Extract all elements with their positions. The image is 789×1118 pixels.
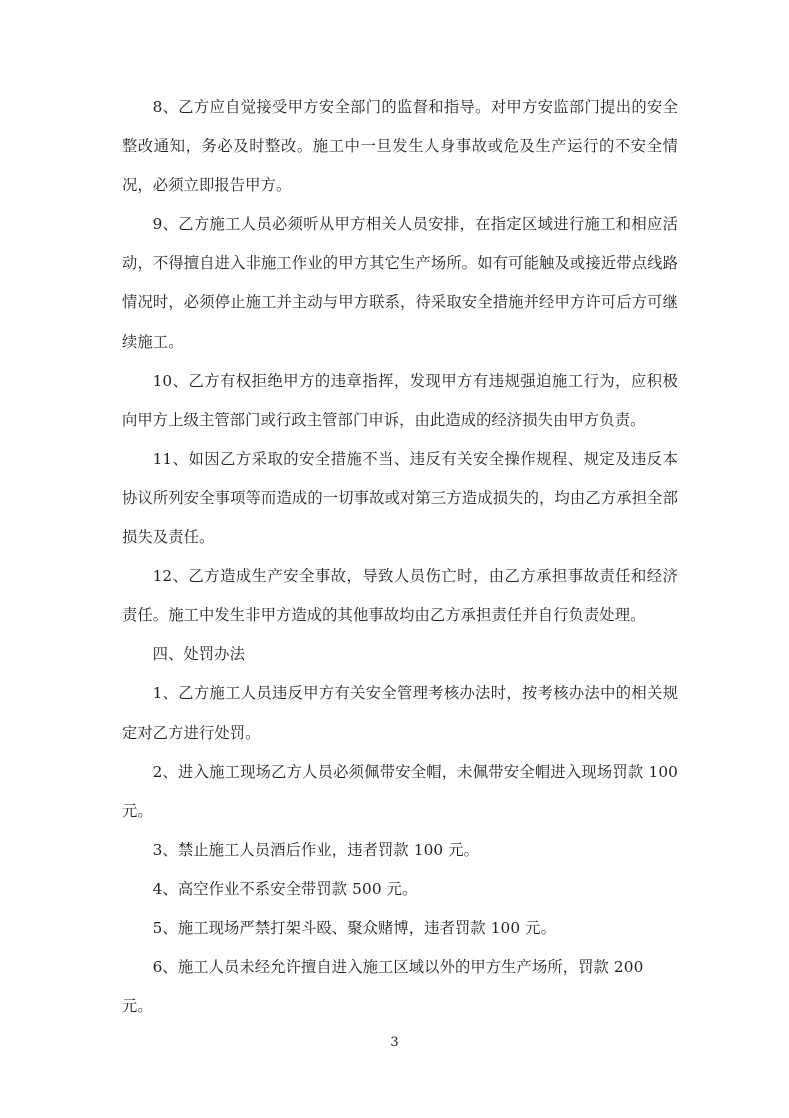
document-body — [122, 88, 678, 1026]
paragraph-penalty-6: 6、施工人员未经允许擅自进入施工区域以外的甲方生产场所，罚款 200 元。 — [122, 958, 644, 1016]
paragraph-penalty-1: 1、乙方施工人员违反甲方有关安全管理考核办法时，按考核办法中的相关规定对乙方进行处罚。 — [122, 684, 678, 742]
paragraph-clause-8: 8、乙方应自觉接受甲方安全部门的监督和指导。对甲方安监部门提出的安全整改通知，务必及时整改。施工中一旦发生人身事故或危及生产运行的不安全情况，必须立即报告甲方。 — [122, 98, 678, 195]
paragraph-clause-9: 9、乙方施工人员必须听从甲方相关人员安排，在指定区域进行施工和相应活动，不得擅自进入非施工作业的甲方其它生产场所。如有可能触及或接近带点线路情况时，必须停止施工并主动与甲方联系，待采取安全措施并经甲方许可后方可继续施工。 — [122, 215, 678, 351]
section-heading-penalty-methods: 四、处罚办法 — [152, 645, 245, 664]
paragraph-clause-10: 10、乙方有权拒绝甲方的违章指挥，发现甲方有违规强迫施工行为，应积极向甲方上级主管部门或行政主管部门申诉，由此造成的经济损失由甲方负责。 — [122, 371, 678, 429]
paragraph-penalty-5: 5、施工现场严禁打架斗殴、聚众赌博，违者罚款 100 元。 — [152, 918, 556, 937]
paragraph-penalty-2: 2、进入施工现场乙方人员必须佩带安全帽，未佩带安全帽进入现场罚款 100 元。 — [122, 762, 678, 820]
paragraph-clause-12: 12、乙方造成生产安全事故，导致人员伤亡时，由乙方承担事故责任和经济责任。施工中发生非甲方造成的其他事故均由乙方承担责任并自行负责处理。 — [122, 567, 678, 625]
paragraph-penalty-4: 4、高空作业不系安全带罚款 500 元。 — [152, 879, 418, 898]
paragraph-clause-11: 11、如因乙方采取的安全措施不当、违反有关安全操作规程、规定及违反本协议所列安全事项等而造成的一切事故或对第三方造成损失的，均由乙方承担全部损失及责任。 — [122, 449, 678, 547]
paragraph-penalty-3: 3、禁止施工人员酒后作业，违者罚款 100 元。 — [152, 840, 479, 859]
page-number: 3 — [390, 1035, 399, 1050]
